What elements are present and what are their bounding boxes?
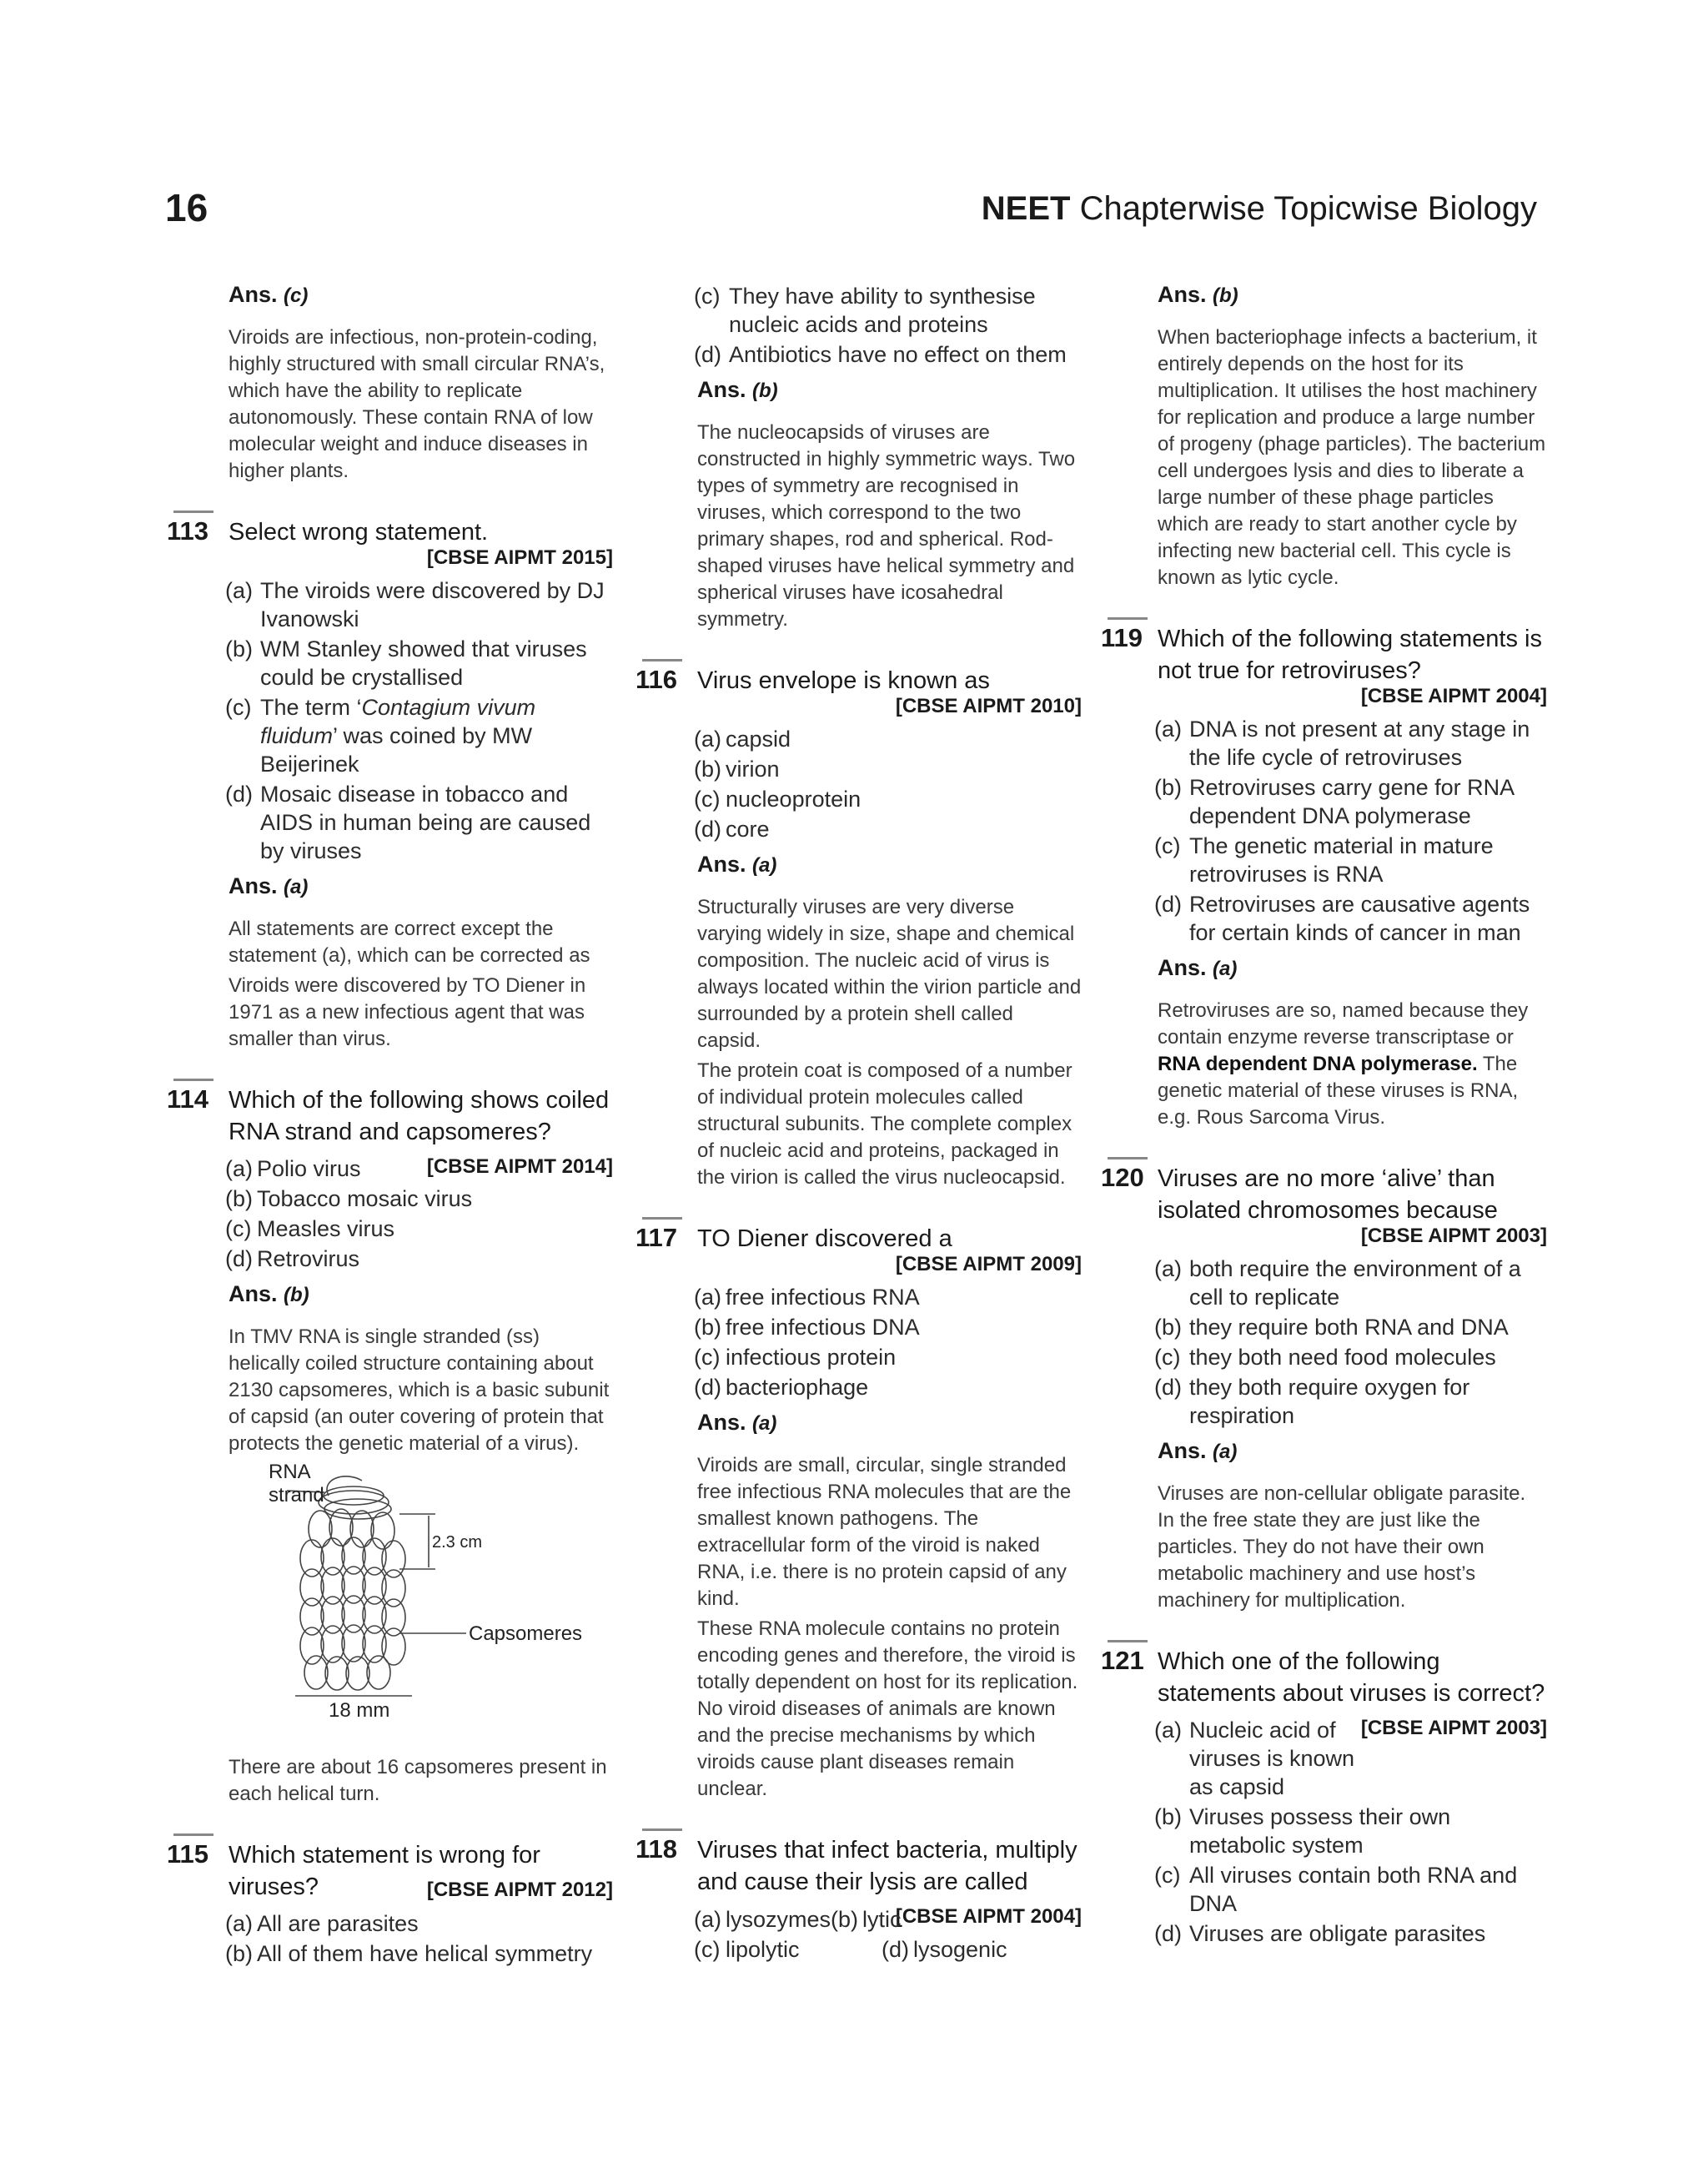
column-1	[167, 282, 613, 1976]
question-117	[635, 1223, 1082, 1803]
options	[225, 576, 613, 865]
option-c[interactable]: (c) The genetic material in mature retroviruses is RNA	[1154, 833, 1494, 887]
question-115	[167, 1839, 613, 1968]
option-b[interactable]: (b) Tobacco mosaic virus	[225, 1186, 473, 1211]
question-number: 120	[1101, 1163, 1144, 1192]
label-height: 2.3 cm	[432, 1533, 483, 1552]
option-d[interactable]: (d) Viruses are obligate parasites	[1154, 1921, 1486, 1946]
question-119	[1101, 623, 1547, 1131]
answer-label: Ans. (a)	[1158, 955, 1238, 980]
label-width: 18 mm	[329, 1699, 390, 1722]
question-text: Which statement is wrong for viruses? [CBSE AIPMT 2012]	[229, 1839, 613, 1903]
option-a[interactable]: (a) All are parasites	[225, 1911, 419, 1936]
question-number: 118	[635, 1834, 678, 1864]
question-number: 114	[167, 1084, 209, 1114]
option-d[interactable]: (d) bacteriophage	[694, 1375, 869, 1400]
option-d[interactable]: (d) lysogenic	[882, 1937, 1007, 1962]
exam-tag: [CBSE AIPMT 2014]	[426, 1155, 613, 1178]
option-a[interactable]: (a) free infectious RNA	[694, 1285, 920, 1310]
tmv-diagram	[229, 1462, 612, 1738]
option-c[interactable]: (c) The term ‘Contagium vivum fluidum’ was coined by MW Beijerinek	[225, 695, 536, 777]
question-text: Viruses are no more ‘alive’ than isolated chromosomes because	[1158, 1165, 1498, 1224]
explanation: These RNA molecule contains no protein encoding genes and therefore, the viroid is totally dependent on host for its replication. No viroid diseases of animals are known and the precise mechanisms by which viroids cause plant diseases remain unclear.	[697, 1617, 1078, 1800]
option-b[interactable]: (b) Retroviruses carry gene for RNA dependent DNA polymerase	[1154, 775, 1514, 828]
explanation: Viruses are non-cellular obligate parasite. In the free state they are just like the particles. They do not have their own metabolic machinery and use host’s machinery for multiplication.	[1158, 1482, 1526, 1612]
option-b[interactable]: (b) WM Stanley showed that viruses could be crystallised	[225, 636, 587, 690]
book-title	[982, 190, 1537, 228]
option-b[interactable]: (b) lytic	[831, 1907, 902, 1932]
explanation: The protein coat is composed of a number of individual protein molecules called structural subunits. The complete complex of nucleic acid and proteins, packaged in the virion is called the virus nucleocapsid.	[697, 1059, 1073, 1189]
answer-label: Ans. (b)	[1158, 282, 1238, 307]
option-b[interactable]: (b) virion	[694, 757, 780, 782]
exam-tag: [CBSE AIPMT 2004]	[895, 1905, 1082, 1928]
option-c[interactable]: (c) Measles virus	[225, 1216, 395, 1241]
explanation: Structurally viruses are very diverse varying widely in size, shape and chemical composition. The nucleic acid of virus is always located within the virion particle and surrounded by a protein shell called capsid.	[697, 896, 1082, 1052]
question-text: Which of the following shows coiled RNA strand and capsomeres? [CBSE AIPMT 2014]	[229, 1084, 613, 1148]
book-title-rest: Chapterwise Topicwise Biology	[1079, 190, 1537, 227]
exam-tag: [CBSE AIPMT 2004]	[1360, 685, 1547, 707]
option-d[interactable]: (d) Retrovirus	[225, 1246, 360, 1271]
option-a[interactable]: (a) both require the environment of a cell to replicate	[1154, 1256, 1521, 1310]
question-text: Virus envelope is known as	[697, 667, 990, 694]
options	[1154, 715, 1547, 947]
question-number: 117	[635, 1223, 678, 1252]
exam-tag: [CBSE AIPMT 2009]	[895, 1253, 1082, 1275]
explanation: Viroids are infectious, non-protein-coding, highly structured with small circular RNA’s, which have the ability to replicate autonomously. These contain RNA of low molecular weight and induce diseases in higher plants.	[229, 326, 605, 482]
exam-tag: [CBSE AIPMT 2010]	[895, 695, 1082, 717]
page-number: 16	[165, 186, 208, 229]
option-a[interactable]: (a) Polio virus	[225, 1156, 361, 1181]
option-d[interactable]: (d) they both require oxygen for respiration	[1154, 1375, 1470, 1428]
answer-label: Ans. (a)	[229, 873, 309, 898]
column-2	[635, 282, 1082, 1973]
question-number: 119	[1101, 623, 1143, 652]
options	[1154, 1716, 1547, 1948]
answer-label: Ans. (a)	[697, 852, 777, 877]
question-text: Select wrong statement.	[229, 519, 489, 546]
explanation: Viroids were discovered by TO Diener in 1971 as a new infectious agent that was smaller than virus.	[229, 974, 586, 1050]
option-a[interactable]: (a) lysozymes	[694, 1907, 831, 1932]
options	[694, 282, 1082, 369]
question-number: 113	[167, 516, 209, 546]
option-d[interactable]: (d) Retroviruses are causative agents for certain kinds of cancer in man	[1154, 892, 1530, 945]
question-text: Viruses that infect bacteria, multiply and cause their lysis are called [CBSE AIPMT 2004]	[697, 1834, 1082, 1898]
question-text: TO Diener discovered a	[697, 1225, 952, 1252]
options	[225, 1909, 613, 1968]
option-b[interactable]: (b) they require both RNA and DNA	[1154, 1315, 1509, 1340]
option-a[interactable]: (a) DNA is not present at any stage in the life cycle of retroviruses	[1154, 717, 1530, 770]
option-b[interactable]: (b) All of them have helical symmetry	[225, 1941, 593, 1966]
question-114	[167, 1084, 613, 1808]
question-number: 121	[1101, 1646, 1144, 1675]
option-a[interactable]: (a) Nucleic acid of viruses is known as capsid	[1154, 1718, 1355, 1799]
option-c[interactable]: (c) All viruses contain both RNA and DNA	[1154, 1863, 1518, 1916]
option-d[interactable]: (d) Antibiotics have no effect on them	[694, 342, 1067, 367]
label-strand: strand	[269, 1484, 324, 1506]
question-116	[635, 665, 1082, 1191]
option-c[interactable]: (c) infectious protein	[694, 1345, 897, 1370]
option-c[interactable]: (c) lipolytic	[694, 1937, 800, 1962]
option-b[interactable]: (b) Viruses possess their own metabolic system	[1154, 1804, 1451, 1858]
option-a[interactable]: (a) The viroids were discovered by DJ Ivanowski	[225, 578, 605, 631]
option-d[interactable]: (d) Mosaic disease in tobacco and AIDS in human being are caused by viruses	[225, 782, 591, 863]
explanation: All statements are correct except the statement (a), which can be corrected as	[229, 918, 590, 967]
option-c[interactable]: (c) They have ability to synthesise nucleic acids and proteins	[694, 284, 1036, 337]
option-b[interactable]: (b) free infectious DNA	[694, 1315, 920, 1340]
option-a[interactable]: (a) capsid	[694, 727, 791, 752]
question-number: 116	[635, 665, 678, 694]
exam-tag: [CBSE AIPMT 2015]	[426, 546, 613, 569]
question-text: Which one of the following statements about viruses is correct? [CBSE AIPMT 2003]	[1158, 1646, 1547, 1709]
question-113	[167, 516, 613, 1053]
explanation: Viroids are small, circular, single stranded free infectious RNA molecules that are the smallest known pathogens. The extracellular form of the viroid is naked RNA, i.e. there is no protein capsid of any kind.	[697, 1454, 1072, 1610]
answer-label: Ans. (b)	[229, 1281, 309, 1306]
question-text: Which of the following statements is not true for retroviruses?	[1158, 626, 1542, 684]
label-capsomeres: Capsomeres	[469, 1622, 583, 1645]
question-number: 115	[167, 1839, 209, 1869]
exam-tag: [CBSE AIPMT 2003]	[1360, 1717, 1547, 1739]
answer-label: Ans. (a)	[697, 1410, 777, 1435]
exam-tag: [CBSE AIPMT 2003]	[1360, 1225, 1547, 1247]
explanation: In TMV RNA is single stranded (ss) helically coiled structure containing about 2130 capsomeres, which is a basic subunit of capsid (an outer covering of protein that protects the genetic material of a virus).	[229, 1325, 610, 1455]
explanation: Retroviruses are so, named because they contain enzyme reverse transcriptase or RNA dependent DNA polymerase. The genetic material of these viruses is RNA, e.g. Rous Sarcoma Virus.	[1158, 999, 1529, 1129]
question-118	[635, 1834, 1082, 1964]
options	[694, 1283, 1082, 1401]
option-c[interactable]: (c) they both need food molecules	[1154, 1345, 1496, 1370]
explanation: When bacteriophage infects a bacterium, it entirely depends on the host for its multiplication. It utilises the host machinery for replication and produce a large number of progeny (phage particles). The bacterium cell undergoes lysis and dies to liberate a large number of these phage particles which are ready to start another cycle by infecting new bacterial cell. This cycle is known as lytic cycle.	[1158, 326, 1546, 589]
label-rna: RNA	[269, 1461, 311, 1483]
answer-label: Ans. (a)	[1158, 1438, 1238, 1463]
option-d[interactable]: (d) core	[694, 817, 770, 842]
options	[694, 725, 1082, 843]
exam-tag: [CBSE AIPMT 2012]	[426, 1879, 613, 1901]
options	[1154, 1255, 1547, 1430]
option-c[interactable]: (c) nucleoprotein	[694, 787, 862, 812]
question-120	[1101, 1163, 1547, 1614]
answer-label: Ans. (b)	[697, 377, 778, 402]
question-121	[1101, 1646, 1547, 1948]
book-title-bold: NEET	[981, 190, 1071, 227]
answer-label: Ans. (c)	[229, 282, 309, 307]
explanation: The nucleocapsids of viruses are constructed in highly symmetric ways. Two types of symmetry are recognised in viruses, which correspond to the two primary shapes, rod and spherical. Rod-shaped viruses have helical symmetry and spherical viruses have icosahedral symmetry.	[697, 421, 1076, 631]
explanation: There are about 16 capsomeres present in each helical turn.	[229, 1756, 607, 1805]
column-3	[1101, 282, 1547, 1956]
